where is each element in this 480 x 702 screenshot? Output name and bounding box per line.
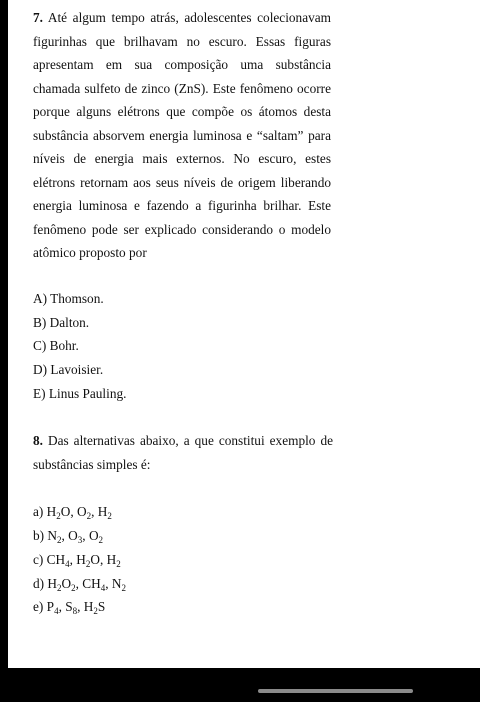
option-letter: b)	[33, 528, 48, 543]
chemical-formula: $P_4$	[46, 599, 59, 616]
question-7-number: 7.	[33, 10, 43, 25]
chemical-formula: $H_2O$	[46, 504, 71, 521]
chemical-formula: $CH_4$	[82, 576, 106, 593]
chemical-formula: $O_2$	[77, 504, 92, 521]
option-letter: e)	[33, 599, 47, 614]
question-7-option-a: A) Thomson.	[33, 291, 104, 306]
question-7-text: Até algum tempo atrás, adolescentes colecionavam figurinhas que brilhavam no escuro. Essas figuras apresentam em sua composição uma substância chamada sulfeto de zinco (ZnS). Este fenômeno ocorre porque alguns elétrons que compõe os átomos desta substância absorvem energia luminosa e “saltam” para níveis de energia mais externos. No escuro, estes elétrons retornam aos seus níveis de origem liberando energia luminosa e fazendo a figurinha brilhar. Este fenômeno pode ser explicado considerando o modelo atômico proposto por	[33, 10, 331, 260]
chemical-formula: $N_2$	[47, 528, 62, 545]
chemical-formula: $O_2$	[88, 528, 104, 545]
chemical-formula: $H_2O$	[76, 552, 101, 569]
question-7-option-c: C) Bohr.	[33, 338, 79, 353]
chemical-formula: $H_2S$	[83, 599, 106, 616]
question-8-option-e: e) $P_4$, $S_8$, $H_2S$	[33, 599, 106, 616]
document-page	[8, 0, 480, 668]
home-indicator[interactable]	[258, 689, 413, 693]
question-8	[33, 429, 333, 476]
option-letter: d)	[33, 576, 48, 591]
question-7-option-b: B) Dalton.	[33, 315, 90, 330]
question-8-number: 8.	[33, 433, 43, 448]
chemical-formula: $O_3$	[68, 528, 83, 545]
chemical-formula: $CH_4$	[46, 552, 70, 569]
question-8-option-a: a) $H_2O$, $O_2$, $H_2$	[33, 504, 112, 521]
chemical-formula: $H_2$	[97, 504, 112, 521]
option-letter: a)	[33, 504, 47, 519]
question-8-option-b: b) $N_2$, $O_3$, $O_2$	[33, 528, 104, 545]
question-7-option-e: E) Linus Pauling.	[33, 386, 127, 401]
option-letter: c)	[33, 552, 47, 567]
question-7-option-d: D) Lavoisier.	[33, 362, 104, 377]
question-7	[33, 6, 331, 265]
question-8-option-d: d) $H_2O_2$, $CH_4$, $N_2$	[33, 576, 127, 593]
question-8-text: Das alternativas abaixo, a que constitui exemplo de substâncias simples é:	[33, 433, 333, 472]
question-8-option-c: c) $CH_4$, $H_2O$, $H_2$	[33, 552, 121, 569]
chemical-formula: $S_8$	[65, 599, 78, 616]
chemical-formula: $N_2$	[111, 576, 127, 593]
chemical-formula: $H_2O_2$	[47, 576, 76, 593]
chemical-formula: $H_2$	[106, 552, 121, 569]
